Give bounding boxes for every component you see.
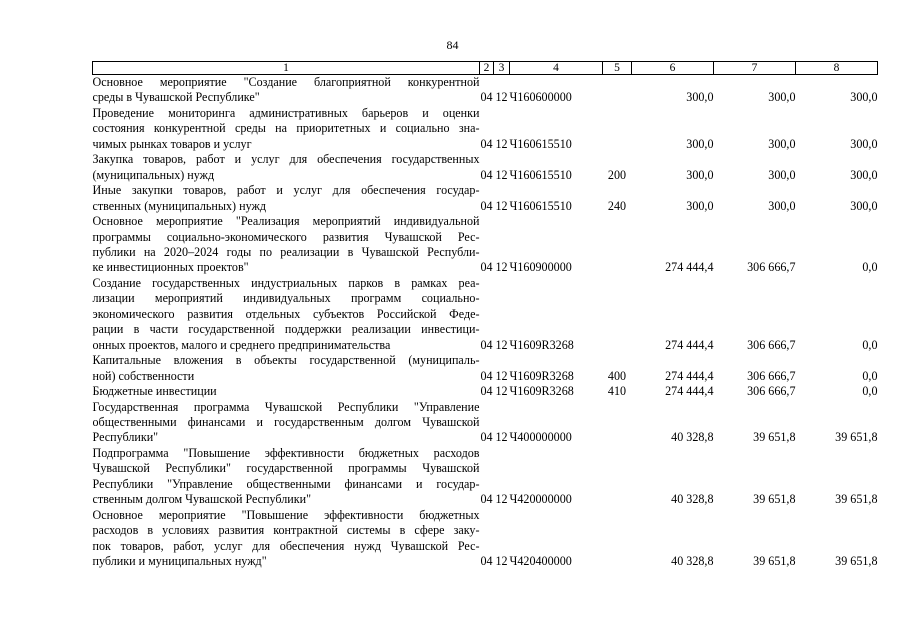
amount-col7: 300,0 <box>768 90 796 105</box>
row-name-line: состояния конкурентной среды на приоритетных и социально зна- <box>92 121 480 136</box>
row-name-line: Проведение мониторинга административных барьеров и оценки <box>92 105 480 120</box>
budget-table <box>92 61 878 570</box>
table-row <box>93 446 878 508</box>
section-code: 04 <box>480 492 493 507</box>
row-name-line: Основное мероприятие "Создание благоприятной конкурентной <box>92 75 480 89</box>
amount-col7: 300,0 <box>768 198 796 213</box>
column-header: 2 <box>480 62 494 75</box>
section-code: 04 <box>480 260 493 275</box>
amount-col8: 300,0 <box>850 167 878 182</box>
row-name-line: Чувашской Республики" государственной программы Чувашской <box>92 461 480 476</box>
expense-type-code: 200 <box>607 167 627 182</box>
amount-col7: 306 666,7 <box>747 260 796 275</box>
amount-col8: 0,0 <box>862 368 878 383</box>
row-name-line: среды в Чувашской Республике" <box>92 90 260 105</box>
target-item-code: Ч160900000 <box>509 260 572 275</box>
amount-col7: 306 666,7 <box>747 337 796 352</box>
row-name-line: ственных (муниципальных) нужд <box>92 198 266 213</box>
amount-col7: 39 651,8 <box>753 430 796 445</box>
target-item-code: Ч1609R3268 <box>509 337 574 352</box>
row-name <box>93 400 480 446</box>
section-code: 04 <box>480 136 493 151</box>
row-name-line: Иные закупки товаров, работ и услуг для обеспечения государ- <box>92 183 480 198</box>
amount-col7: 306 666,7 <box>747 368 796 383</box>
column-header: 4 <box>510 62 603 75</box>
expense-type-code <box>603 214 632 276</box>
row-name-line: Основное мероприятие "Реализация мероприятий индивидуальной <box>92 214 480 229</box>
target-item-code: Ч420400000 <box>509 554 572 569</box>
amount-col6: 300,0 <box>686 198 714 213</box>
column-header: 8 <box>796 62 878 75</box>
table-row <box>93 214 878 276</box>
expense-type-code <box>603 400 632 446</box>
row-name-line: онных проектов, малого и среднего предпринимательства <box>92 337 391 352</box>
section-code: 04 <box>480 198 493 213</box>
row-name-line: лизации мероприятий индивидуальных программ социально- <box>92 291 480 306</box>
row-name-line: программы социально-экономического развития Чувашской Рес- <box>92 229 480 244</box>
amount-col6: 300,0 <box>686 90 714 105</box>
subsection-code: 12 <box>495 167 508 182</box>
row-name-line: ке инвестиционных проектов" <box>92 260 249 275</box>
subsection-code: 12 <box>495 337 508 352</box>
row-name-line: ной) собственности <box>92 368 195 383</box>
expense-type-code <box>603 276 632 353</box>
row-name-line: Подпрограмма "Повышение эффективности бюджетных расходов <box>92 445 480 460</box>
amount-col6: 274 444,4 <box>665 368 714 383</box>
expense-type-code: 400 <box>607 368 627 383</box>
subsection-code: 12 <box>495 384 508 399</box>
amount-col6: 274 444,4 <box>665 260 714 275</box>
target-item-code: Ч420000000 <box>509 492 572 507</box>
amount-col7: 306 666,7 <box>747 384 796 399</box>
section-code: 04 <box>480 368 493 383</box>
section-code: 04 <box>480 384 493 399</box>
row-name <box>93 75 480 106</box>
subsection-code: 12 <box>495 492 508 507</box>
row-name-line: Основное мероприятие "Повышение эффективности бюджетных <box>92 507 480 522</box>
amount-col8: 300,0 <box>850 198 878 213</box>
target-item-code: Ч160615510 <box>509 198 572 213</box>
amount-col8: 300,0 <box>850 136 878 151</box>
table-row <box>93 384 878 399</box>
row-name <box>93 353 480 384</box>
amount-col8: 0,0 <box>862 337 878 352</box>
row-name-line: публики на 2020–2024 годы по реализации в Чувашской Республи- <box>92 244 480 259</box>
row-name-line: Государственная программа Чувашской Республики "Управление <box>92 399 480 414</box>
row-name-line: Бюджетные инвестиции <box>92 384 217 399</box>
section-code: 04 <box>480 554 493 569</box>
row-name-line: пок товаров, работ, услуг для обеспечения нужд Чувашской Рес- <box>92 538 480 553</box>
target-item-code: Ч160600000 <box>509 90 572 105</box>
subsection-code: 12 <box>495 430 508 445</box>
subsection-code: 12 <box>495 136 508 151</box>
column-header: 3 <box>494 62 510 75</box>
row-name-line: ственным долгом Чувашской Республики" <box>92 492 312 507</box>
row-name <box>93 183 480 214</box>
row-name-line: расходов в условиях развития контрактной системы в сфере заку- <box>92 523 480 538</box>
row-name-line: Закупка товаров, работ и услуг для обеспечения государственных <box>92 152 480 167</box>
amount-col6: 40 328,8 <box>671 430 714 445</box>
row-name <box>93 214 480 276</box>
amount-col6: 300,0 <box>686 167 714 182</box>
section-code: 04 <box>480 90 493 105</box>
row-name-line: Республики "Управление общественными финансами и государ- <box>92 476 480 491</box>
row-name <box>93 446 480 508</box>
row-name-line: общественными финансами и государственным долгом Чувашской <box>92 414 480 429</box>
target-item-code: Ч1609R3268 <box>509 368 574 383</box>
amount-col6: 300,0 <box>686 136 714 151</box>
expense-type-code: 240 <box>607 198 627 213</box>
amount-col7: 39 651,8 <box>753 554 796 569</box>
row-name-line: (муниципальных) нужд <box>92 167 215 182</box>
row-name-line: рации в части государственной поддержки реализации инвестици- <box>92 322 480 337</box>
amount-col7: 300,0 <box>768 167 796 182</box>
amount-col6: 274 444,4 <box>665 384 714 399</box>
amount-col7: 300,0 <box>768 136 796 151</box>
amount-col8: 300,0 <box>850 90 878 105</box>
subsection-code: 12 <box>495 90 508 105</box>
amount-col8: 0,0 <box>862 384 878 399</box>
amount-col8: 0,0 <box>862 260 878 275</box>
row-name-line: Республики" <box>92 430 159 445</box>
table-row <box>93 353 878 384</box>
column-header: 6 <box>632 62 714 75</box>
row-name <box>93 276 480 353</box>
expense-type-code <box>603 75 632 106</box>
section-code: 04 <box>480 337 493 352</box>
table-row <box>93 183 878 214</box>
amount-col8: 39 651,8 <box>835 430 878 445</box>
target-item-code: Ч1609R3268 <box>509 384 574 399</box>
section-code: 04 <box>480 430 493 445</box>
section-code: 04 <box>480 167 493 182</box>
row-name <box>93 152 480 183</box>
expense-type-code: 410 <box>607 384 627 399</box>
column-header: 1 <box>93 62 480 75</box>
table-row <box>93 152 878 183</box>
row-name-line: экономического развития отдельных субъектов Российской Феде- <box>92 306 480 321</box>
amount-col8: 39 651,8 <box>835 492 878 507</box>
row-name-line: публики и муниципальных нужд" <box>92 554 267 569</box>
expense-type-code <box>603 508 632 570</box>
row-name <box>93 384 480 399</box>
table-row <box>93 75 878 106</box>
target-item-code: Ч400000000 <box>509 430 572 445</box>
row-name-line: чимых рынках товаров и услуг <box>92 136 252 151</box>
row-name <box>93 106 480 152</box>
table-row <box>93 508 878 570</box>
row-name <box>93 508 480 570</box>
table-row <box>93 400 878 446</box>
amount-col6: 274 444,4 <box>665 337 714 352</box>
subsection-code: 12 <box>495 368 508 383</box>
subsection-code: 12 <box>495 554 508 569</box>
column-header-row <box>93 62 878 75</box>
subsection-code: 12 <box>495 198 508 213</box>
amount-col6: 40 328,8 <box>671 554 714 569</box>
amount-col6: 40 328,8 <box>671 492 714 507</box>
amount-col8: 39 651,8 <box>835 554 878 569</box>
column-header: 7 <box>714 62 796 75</box>
table-row <box>93 106 878 152</box>
expense-type-code <box>603 446 632 508</box>
amount-col7: 39 651,8 <box>753 492 796 507</box>
target-item-code: Ч160615510 <box>509 167 572 182</box>
row-name-line: Создание государственных индустриальных парков в рамках реа- <box>92 275 480 290</box>
table-row <box>93 276 878 353</box>
subsection-code: 12 <box>495 260 508 275</box>
expense-type-code <box>603 106 632 152</box>
target-item-code: Ч160615510 <box>509 136 572 151</box>
page-number: 84 <box>446 38 459 52</box>
column-header: 5 <box>603 62 632 75</box>
row-name-line: Капитальные вложения в объекты государственной (муниципаль- <box>92 353 480 368</box>
